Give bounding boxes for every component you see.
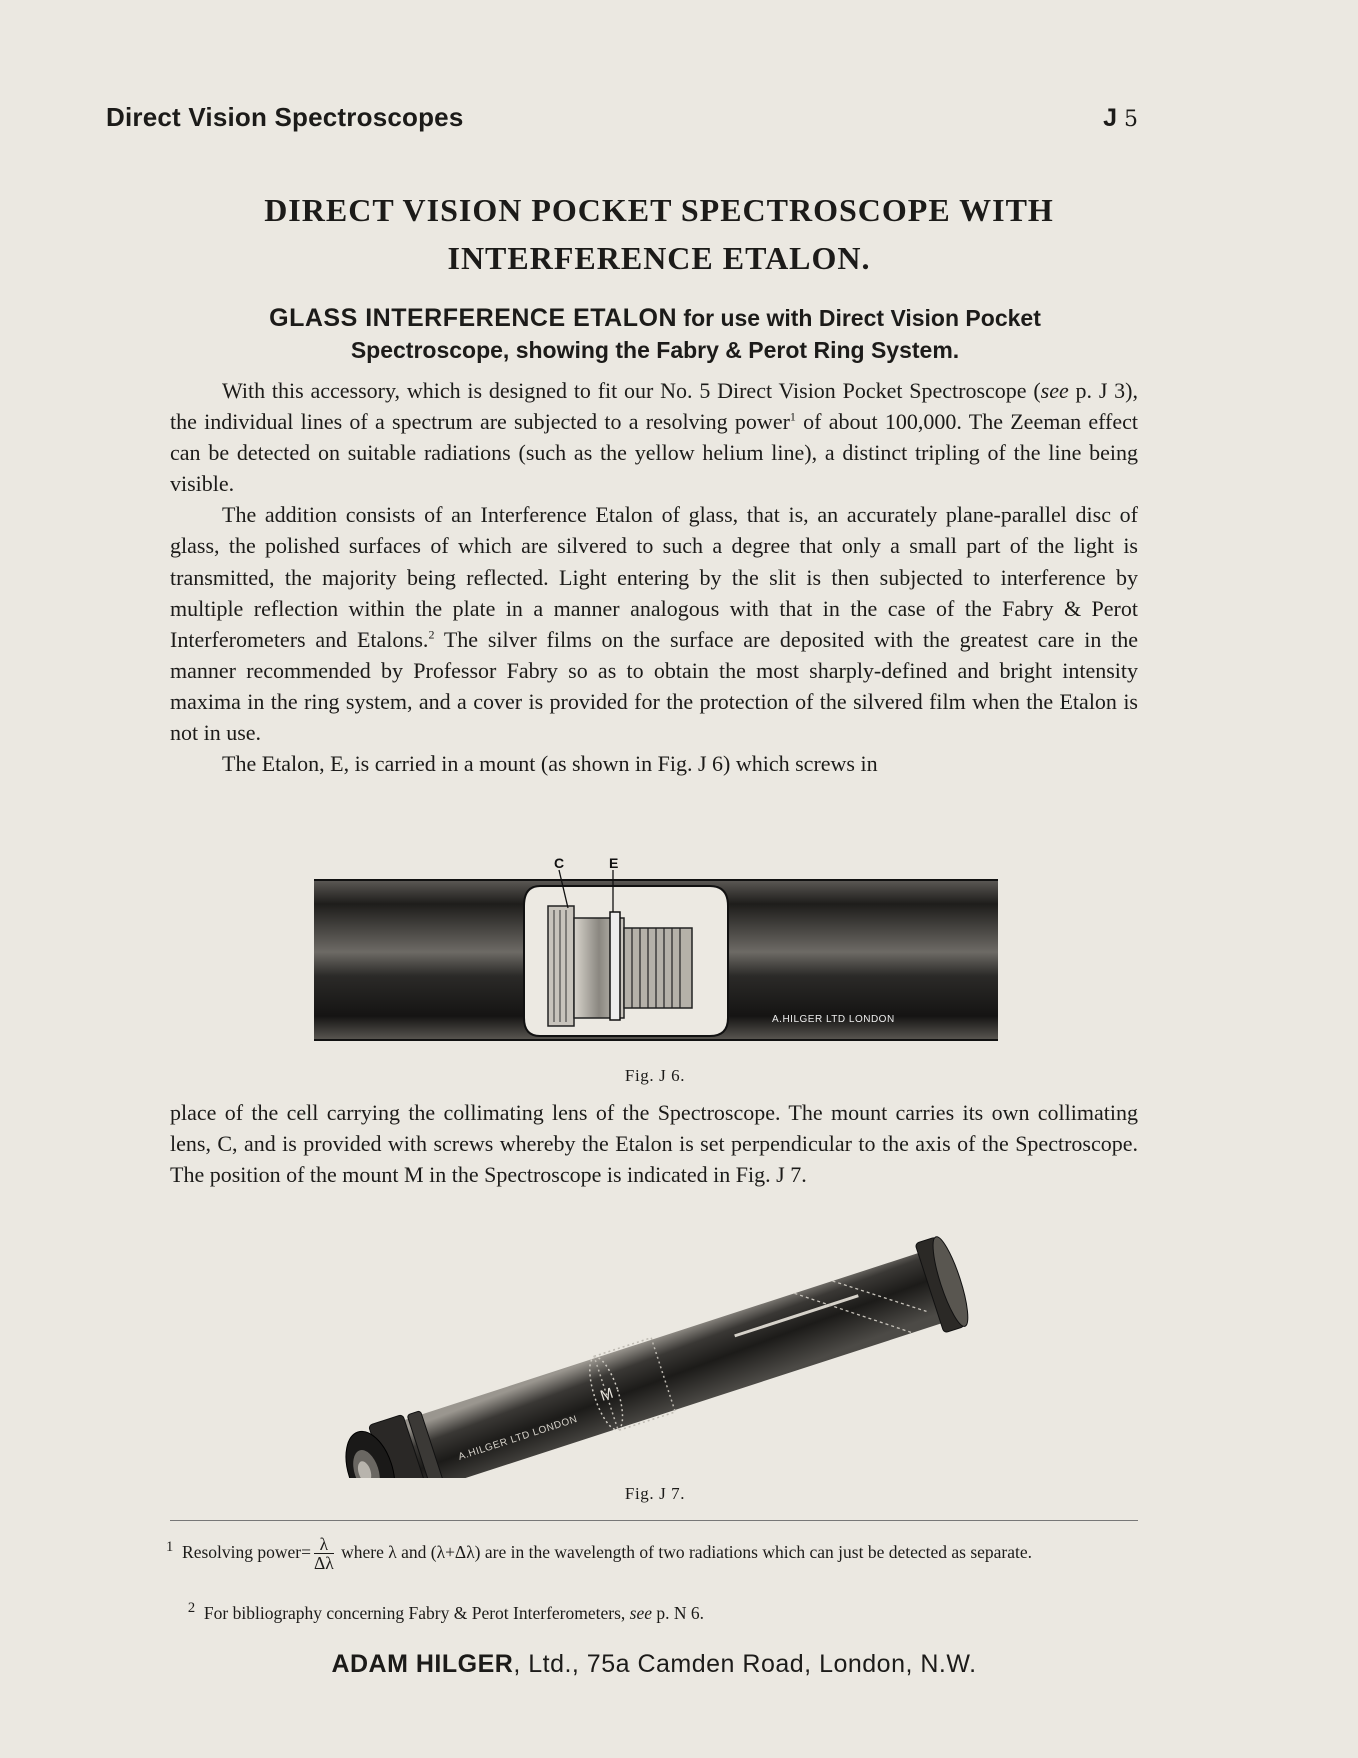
footnote-1-text-b: where λ and (λ+Δλ) are in the wavelength of two radiations which can just be detected as separate.	[336, 1541, 1033, 1562]
footnote-2-see: see	[629, 1602, 652, 1623]
paragraph-1	[170, 375, 1138, 499]
subheading-caps: GLASS INTERFERENCE ETALON	[269, 304, 678, 332]
label-m: M	[598, 1384, 616, 1405]
maker-mark-fig7: A.HILGER LTD LONDON	[457, 1413, 579, 1463]
subheading-line-1	[170, 302, 1140, 334]
footnote-2-text-a: For bibliography concerning Fabry & Perot Interferometers,	[203, 1602, 630, 1623]
firm-address: , Ltd., 75a Camden Road, London, N.W.	[513, 1650, 977, 1678]
p1-text-a: With this accessory, which is designed to fit our No. 5 Direct Vision Pocket Spectroscope (	[222, 378, 1041, 403]
footnote-rule	[170, 1520, 1138, 1521]
paragraph-4: place of the cell carrying the collimating lens of the Spectroscope. The mount carries its own collimating lens, C, and is provided with screws whereby the Etalon is set perpendicular to the axis of the Spectroscope. The position of the mount M in the Spectroscope is indicated in Fig. J 7.	[170, 1100, 1138, 1188]
paragraph-2	[170, 499, 1138, 748]
footnote-ref-2: 2	[428, 627, 435, 642]
footnote-2-text-b: p. N 6.	[652, 1602, 705, 1623]
fraction-numerator: λ	[314, 1535, 334, 1554]
body-text-top	[170, 375, 1138, 779]
label-e: E	[609, 856, 619, 871]
p2-text-a: The addition consists of an Interference Etalon of glass, that is, an accurately plane-parallel disc of glass, the polished surfaces of which are silvered to such a degree that only a small part of the light is transmitted, the majority being reflected. Light entering by the slit is then subjected to interference by multiple reflection within the plate in a manner analogous with that in the case of the Fabry & Perot Interferometers and Etalons.	[170, 502, 1138, 652]
caption-fig-j6: Fig. J 6.	[624, 1066, 686, 1085]
figure-j6-etalon-mount	[310, 856, 1000, 1052]
subheading-line-2: Spectroscope, showing the Fabry & Perot Ring System.	[350, 337, 960, 363]
maker-mark-fig6: A.HILGER LTD LONDON	[772, 1014, 895, 1025]
figure-j7-spectroscope	[285, 1218, 1045, 1478]
label-c: C	[554, 856, 565, 871]
fraction	[314, 1535, 334, 1572]
fraction-denominator: Δλ	[314, 1553, 334, 1574]
running-head: Direct Vision Spectroscopes	[106, 102, 464, 132]
p1-see: see	[1040, 378, 1069, 403]
subheading-rest: for use with Direct Vision Pocket	[677, 305, 1041, 331]
footnote-1	[166, 1533, 1138, 1572]
footnote-1-marker: 1	[166, 1539, 174, 1555]
firm-name: ADAM HILGER	[331, 1650, 514, 1678]
footnote-2-marker: 2	[187, 1600, 196, 1616]
page-num: 5	[1124, 107, 1138, 132]
page-title-line-2: INTERFERENCE ETALON.	[447, 240, 871, 276]
p1-text-c: of about 100,000. The Zeeman effect can be detected on suitable radiations (such as the yellow helium line), a distinct tripling of the line being visible.	[170, 409, 1139, 497]
scope-tube	[376, 1250, 950, 1478]
paragraph-3: The Etalon, E, is carried in a mount (as shown in Fig. J 6) which screws in	[222, 751, 878, 777]
etalon-plate	[610, 912, 620, 1020]
collimating-lens	[548, 906, 574, 1026]
p2-text-b: The silver films on the surface are deposited with the greatest care in the manner recommended by Professor Fabry so as to obtain the most sharply-defined and bright intensity maxima in the ring system, and a cover is provided for the protection of the silvered film when the Etalon is not in use.	[170, 626, 1139, 746]
etalon-cell	[624, 928, 692, 1008]
p1-text-b: p. J 3), the individual lines of a spectrum are subjected to a resolving power	[170, 378, 1139, 435]
page-number	[1103, 104, 1138, 133]
footnote-2	[166, 1594, 1138, 1627]
page-section: J	[1103, 104, 1118, 132]
footnote-1-text-a: Resolving power=	[182, 1541, 311, 1562]
publisher-footer	[170, 1650, 1138, 1679]
body-text-bottom	[170, 1097, 1138, 1190]
caption-fig-j7: Fig. J 7.	[624, 1484, 686, 1503]
page-title-line-1: DIRECT VISION POCKET SPECTROSCOPE WITH	[264, 192, 1054, 228]
footnote-ref-1: 1	[789, 409, 796, 424]
